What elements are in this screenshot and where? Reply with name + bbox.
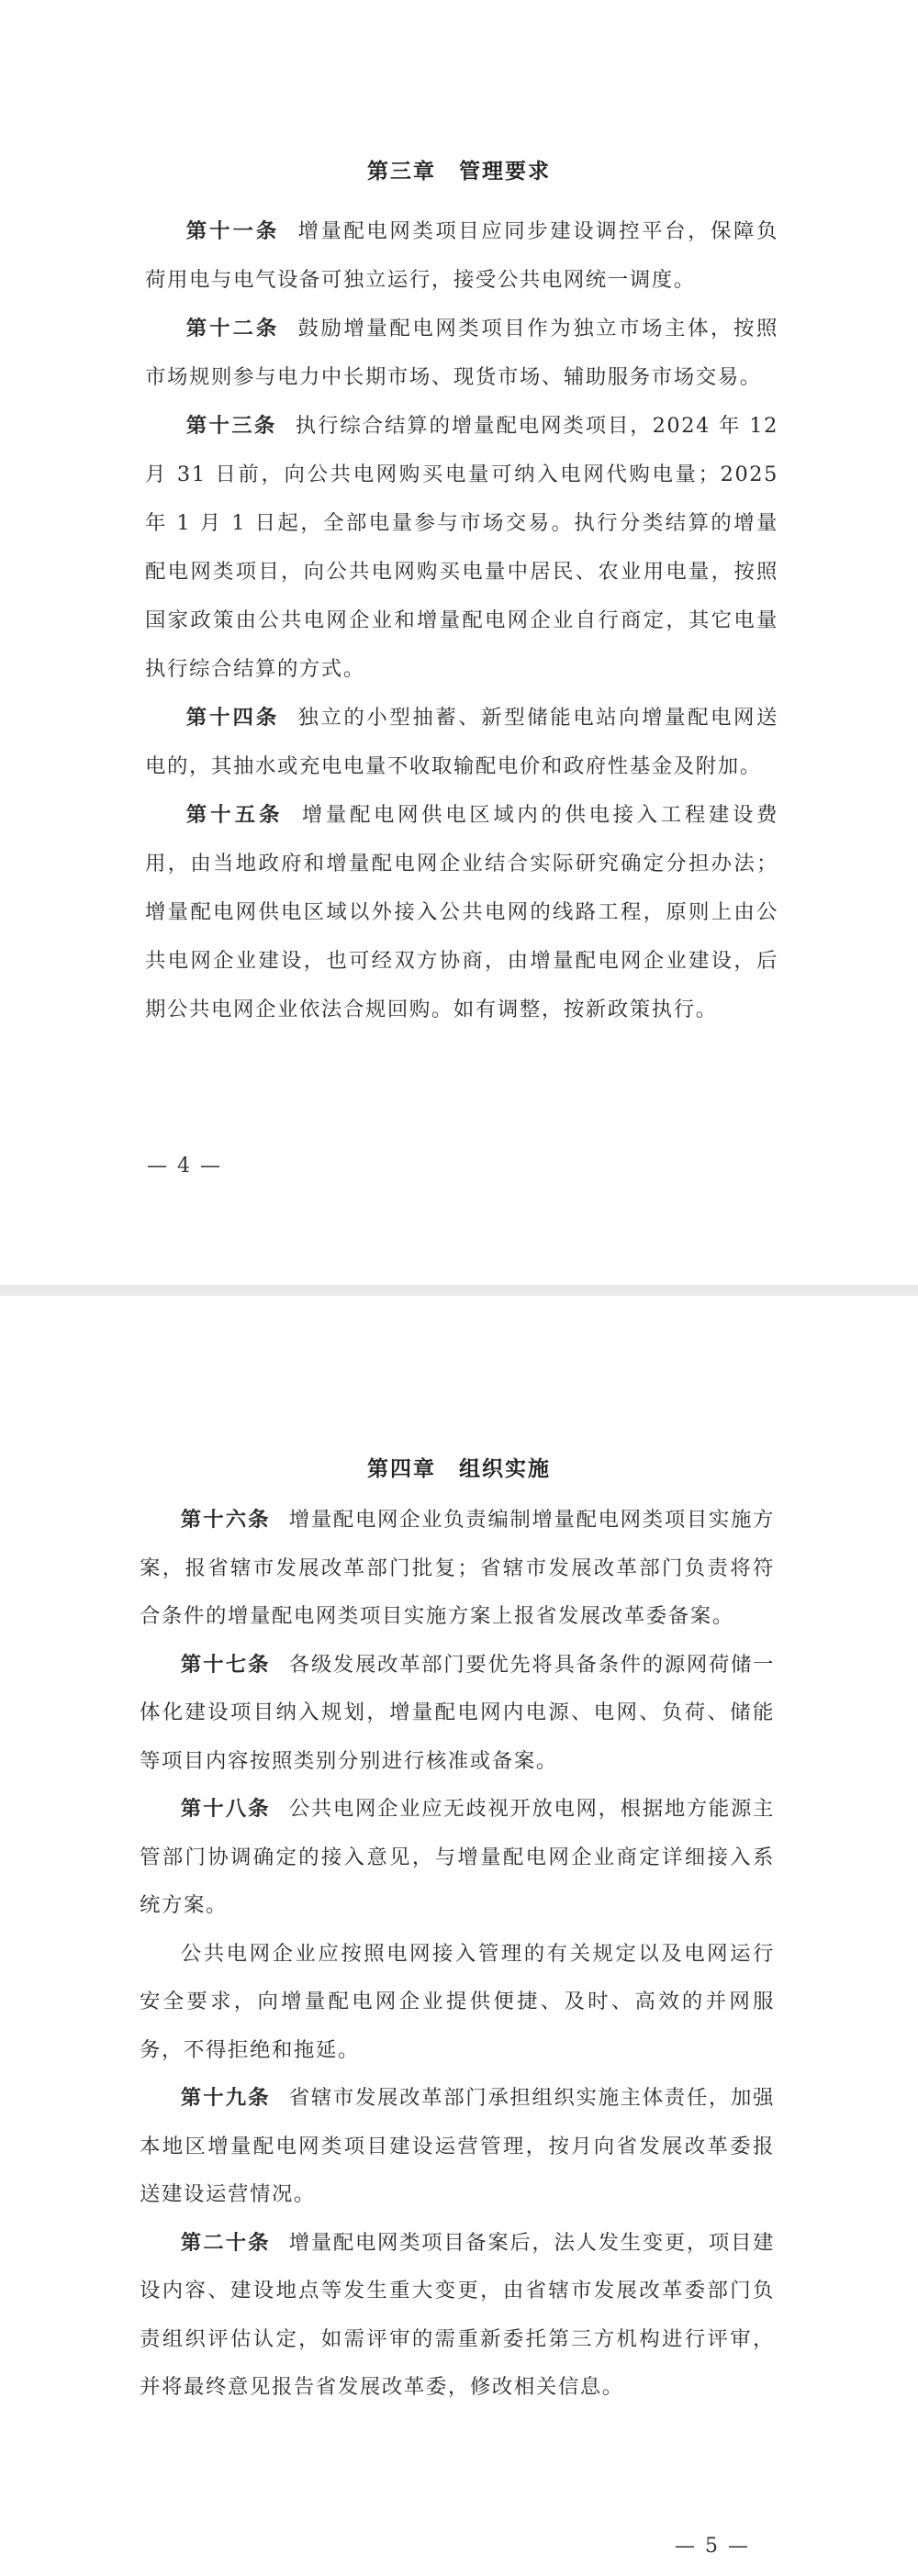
article-paragraph xyxy=(145,207,778,305)
chapter-heading: 第三章 管理要求 xyxy=(367,160,551,184)
article-label: 第十八条 xyxy=(180,1797,271,1821)
article-paragraph xyxy=(140,1785,775,1930)
article-text: 公共电网企业应无歧视开放电网，根据地方能源主管部门协调确定的接入意见，与增量配电网企业商定详细接入系统方案。 xyxy=(140,1797,776,1917)
chapter-heading: 第四章 组织实施 xyxy=(367,1457,551,1481)
article-text: 增量配电网类项目备案后，法人发生变更，项目建设内容、建设地点等发生重大变更，由省辖市发展改革委部门负责组织评估认定，如需评审的需重新委托第三方机构进行评审，并将最终意见报告省发展改革委，修改相关信息。 xyxy=(140,2230,776,2399)
document-page-4 xyxy=(0,0,918,1285)
page-number: — 4 — xyxy=(147,1154,222,1177)
article-paragraph xyxy=(140,2219,775,2412)
article-text: 增量配电网供电区域内的供电接入工程建设费用，由当地政府和增量配电网企业结合实际研究确定分担办法；增量配电网供电区域以外接入公共电网的线路工程，原则上由公共电网企业建设，也可经双方协商，由增量配电网企业建设，后期公共电网企业依法合规回购。如有调整，按新政策执行。 xyxy=(145,803,779,1021)
article-label: 第十六条 xyxy=(180,1508,271,1532)
page-body xyxy=(140,1496,775,2412)
article-label: 第十七条 xyxy=(180,1652,271,1677)
article-label: 第十九条 xyxy=(180,2086,271,2110)
paragraph-text: 公共电网企业应按照电网接入管理的有关规定以及电网运行安全要求，向增量配电网企业提供便捷、及时、高效的并网服务，不得拒绝和拖延。 xyxy=(140,1941,775,2062)
article-text: 增量配电网企业负责编制增量配电网类项目实施方案，报省辖市发展改革部门批复；省辖市发展改革部门负责将符合条件的增量配电网类项目实施方案上报省发展改革委备案。 xyxy=(140,1508,776,1628)
article-text: 独立的小型抽蓄、新型储能电站向增量配电网送电的，其抽水或充电电量不收取输配电价和政府性基金及附加。 xyxy=(145,706,778,778)
article-text: 各级发展改革部门要优先将具备条件的源网荷储一体化建设项目纳入规划，增量配电网内电源、电网、负荷、储能等项目内容按照类别分别进行核准或备案。 xyxy=(140,1652,776,1773)
page-number: — 5 — xyxy=(675,2535,750,2558)
document-page-5 xyxy=(0,1296,918,2576)
article-paragraph xyxy=(145,305,778,402)
article-label: 第十一条 xyxy=(185,219,280,243)
article-text: 鼓励增量配电网类项目作为独立市场主体，按照市场规则参与电力中长期市场、现货市场、辅助服务市场交易。 xyxy=(145,317,778,389)
article-text: 增量配电网类项目应同步建设调控平台，保障负荷用电与电气设备可独立运行，接受公共电网统一调度。 xyxy=(145,219,778,292)
article-label: 第十五条 xyxy=(185,803,284,827)
article-label: 第十四条 xyxy=(185,706,280,730)
article-text: 省辖市发展改革部门承担组织实施主体责任，加强本地区增量配电网类项目建设运营管理，按月向省发展改革委报送建设运营情况。 xyxy=(140,2086,776,2206)
article-label: 第二十条 xyxy=(180,2230,271,2255)
article-text: 执行综合结算的增量配电网类项目，2024 年 12 月 31 日前，向公共电网购买电量可纳入电网代购电量；2025 年 1 月 1 日起，全部电量参与市场交易。执行分类结算的增量配电网类项目，向公共电网购买电量中居民、农业用电量，按照国家政策由公共电网企业和增量配电网企业自行商定，其它电量执行综合结算的方式。 xyxy=(145,414,778,681)
article-paragraph xyxy=(140,2074,775,2219)
plain-paragraph xyxy=(140,1930,775,2075)
article-paragraph xyxy=(145,694,778,791)
article-label: 第十二条 xyxy=(185,317,280,340)
article-label: 第十三条 xyxy=(185,414,277,438)
article-paragraph xyxy=(140,1641,775,1786)
article-paragraph xyxy=(140,1496,775,1641)
page-body xyxy=(145,207,778,1034)
article-paragraph xyxy=(145,791,778,1034)
article-paragraph xyxy=(145,402,778,694)
